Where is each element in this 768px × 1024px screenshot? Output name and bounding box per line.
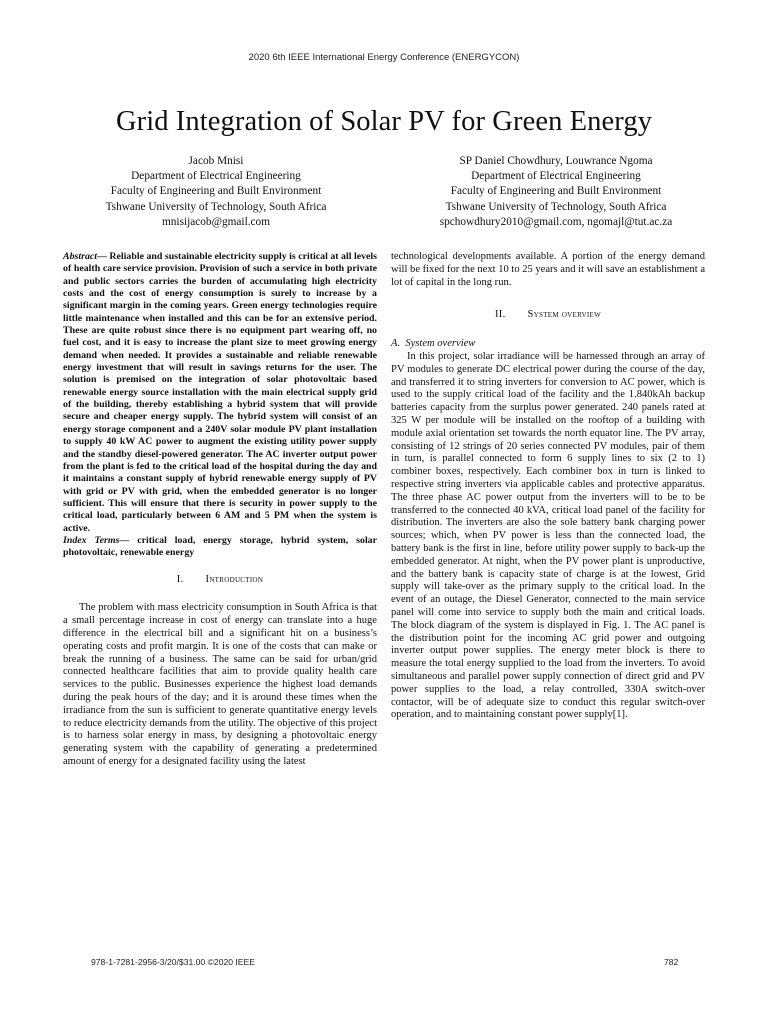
author-email[interactable]: mnisijacob@gmail.com bbox=[162, 215, 270, 228]
abstract bbox=[63, 251, 377, 535]
left-column bbox=[63, 251, 377, 769]
author-department: Department of Electrical Engineering bbox=[131, 170, 301, 183]
author-name: SP Daniel Chowdhury, Louwrance Ngoma bbox=[459, 155, 653, 167]
index-terms-label: Index Terms— bbox=[63, 534, 130, 546]
footer-copyright: 978-1-7281-2956-3/20/$31.00 ©2020 IEEE bbox=[91, 957, 256, 967]
section-number: I. bbox=[176, 573, 184, 585]
section-title: Introduction bbox=[205, 573, 264, 585]
author-department: Department of Electrical Engineering bbox=[471, 170, 641, 183]
section-title: System overview bbox=[527, 309, 601, 321]
index-terms-text: critical load, energy storage, hybrid system, solar photovoltaic, renewable energy bbox=[63, 534, 378, 559]
index-terms bbox=[63, 535, 377, 560]
author-name: Jacob Mnisi bbox=[188, 155, 244, 167]
right-column bbox=[391, 251, 705, 722]
paper-title: Grid Integration of Solar PV for Green Energy bbox=[115, 106, 653, 137]
section-number: II. bbox=[495, 309, 506, 321]
introduction-continuation: technological developments available. A portion of the energy demand will be fixed for the next 10 to 25 years and it will save an establishment a lot of capital in the long run. bbox=[391, 251, 705, 288]
subsection-heading: A. System overview bbox=[391, 338, 476, 350]
author-university: Tshwane University of Technology, South Africa bbox=[105, 200, 327, 213]
author-block-left bbox=[56, 154, 376, 230]
conference-header: 2020 6th IEEE International Energy Conference (ENERGYCON) bbox=[248, 52, 520, 63]
author-email[interactable]: spchowdhury2010@gmail.com, ngomajl@tut.ac.za bbox=[439, 215, 673, 228]
section-heading-introduction bbox=[63, 574, 377, 587]
author-faculty: Faculty of Engineering and Built Environment bbox=[450, 185, 662, 198]
author-faculty: Faculty of Engineering and Built Environment bbox=[110, 185, 322, 198]
abstract-label: Abstract— bbox=[63, 251, 107, 262]
author-block-right bbox=[392, 154, 720, 230]
section-heading-system-overview bbox=[391, 309, 705, 322]
abstract-text: Reliable and sustainable electricity supply is critical at all levels of health care service provision. Provision of such a service in both private and public sectors carries the burden of accumulating high electricity costs and the cost of energy consumption is surely to increase by a significant margin in the coming years. Green energy technologies require little maintenance when installed and this can be for an extensive period. These are quite robust since there is no equipment part wearing off, no fuel cost, and it is easy to increase the plant size to meet growing energy demand when needed. It provides a sustainable and reliable renewable energy investment that will result in savings returns for the user. The solution is premised on the integration of solar photovoltaic based renewable energy source installation with the main electrical supply grid of the building, thereby establishing a hybrid system that will provide secure and cheaper energy supply. The hybrid system will consist of an energy storage component and a 240V solar module PV plant installation to supply 40 kW AC power to augment the existing utility power supply and the standby diesel-powered generator. The AC inverter output power from the plant is fed to the critical load of the hospital during the day and it maintains a constant supply of hybrid renewable energy supply of PV with grid or PV with grid, when the embedded generator is no longer sufficient. This will ensure that there is security in power supply to the critical load, particularly between 6 AM and 5 PM when the system is active. bbox=[63, 251, 377, 534]
system-overview-paragraph: In this project, solar irradiance will be harnessed through an array of PV modules to generate DC electrical power during the course of the day, and transferred it to string inverters for conversion to AC power, which is used to the supply critical load of the facility and the 1.840kAh backup batteries capacity from the surplus power generated. 240 panels rated at 325 W per module will be installed on the rooftop of a building with module axial orientation set towards the north equator line. The PV array, consisting of 12 strings of 20 series connected PV modules, pair of them in turn, is parallel connected to form 6 supply lines to six (2 to 1) combiner boxes, respectively. Each combiner box in turn is linked to respective string inverters via applicable cables and protective apparatus. The three phase AC power output from the inverters will to be to be transferred to the connected 40 kVA, critical load panel of the facility for distribution. The inverters are also the sole battery bank charging power sources; which, when PV power is less than the connected load, the battery bank is the first in line, before utility power supply to back-up the embedded generator. At night, when the PV power plant is unproductive, and the battery bank is capacity state of charge is at the lowest, Grid supply will take-over as the primary supply to the critical load. In the event of an outage, the Diesel Generator, connected to the main service panel will come into service to supply both the main and critical loads. The block diagram of the system is displayed in Fig. 1. The AC panel is the distribution point for the incoming AC grid power and outgoing inverter output power supplies. The energy meter block is there to measure the total energy supplied to the load from the inverters. To avoid simultaneous and parallel power supply connection of direct grid and PV power supplies to the load, a relay controlled, 330A switch-over contactor, will be of adequate size to conduct this regular switch-over operation, and to maintaining constant power supply[1]. bbox=[391, 350, 705, 721]
page-number: 782 bbox=[664, 957, 679, 967]
author-university: Tshwane University of Technology, South Africa bbox=[445, 200, 667, 213]
introduction-paragraph: The problem with mass electricity consumption in South Africa is that a small percentage increase in cost of energy can translate into a huge difference in the electrical bill and a significant hit on a business’s operating costs and profit margin. It is one of the costs that can make or break the running of a business. The same can be said for urban/grid connected healthcare facilities that aim to provide quality health care services to the public. Businesses experience the highest load demands during the peak hours of the day; and it is around these times when the irradiance from the sun is sufficient to generate quantitative energy levels to reduce electricity demands from the utility. The objective of this project is to harness solar energy in mass, by designing a photovoltaic energy generating system with the capability of generating a predetermined amount of energy for a designated facility using the latest bbox=[63, 602, 377, 767]
